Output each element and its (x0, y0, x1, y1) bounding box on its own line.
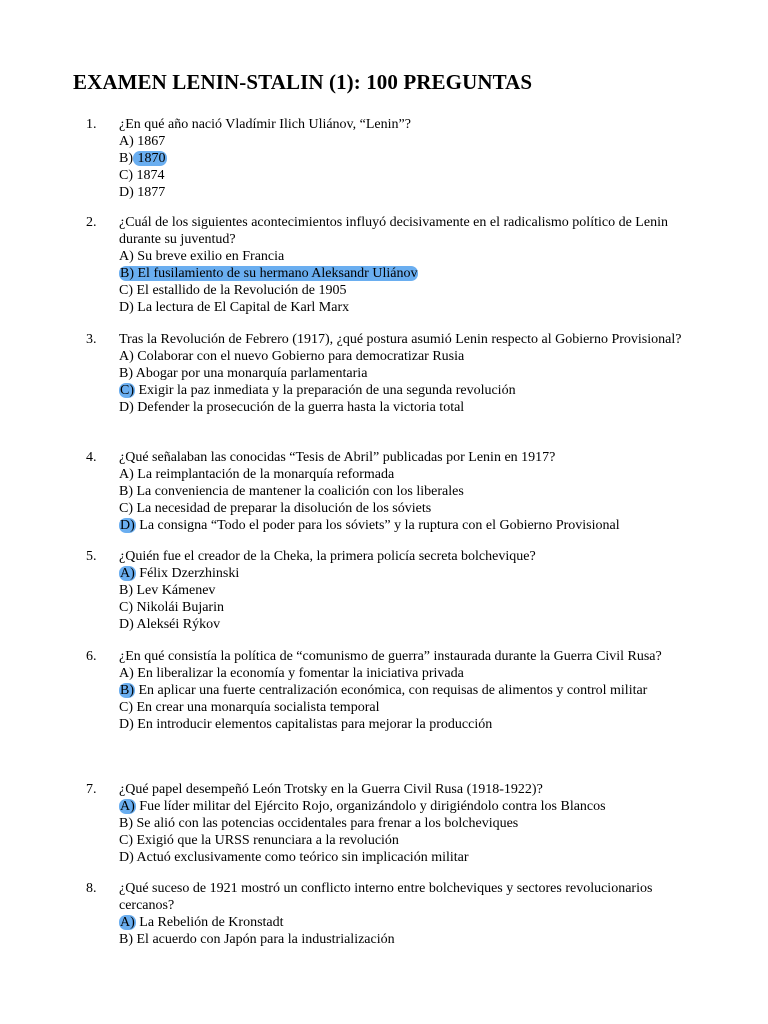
option-text: En aplicar una fuerte centralización económica, con requisas de alimentos y control militar (135, 683, 648, 698)
answer-option (119, 699, 699, 716)
option-text: Alekséi Rýkov (133, 617, 221, 632)
answer-option (119, 150, 699, 167)
answer-option (119, 832, 699, 849)
option-text: Fue líder militar del Ejército Rojo, organizándolo y dirigiéndolo contra los Blancos (135, 799, 606, 814)
option-text: Actuó exclusivamente como teórico sin implicación militar (133, 850, 469, 865)
option-text: En introducir elementos capitalistas para mejorar la producción (133, 717, 493, 732)
question-number: 8. (86, 881, 97, 896)
question-body (119, 214, 699, 316)
highlighted-answer-text: 1870 (134, 151, 166, 166)
answer-option (119, 466, 699, 483)
option-letter: D) (119, 617, 134, 632)
answer-option (119, 565, 699, 582)
answer-option (119, 599, 699, 616)
option-text: 1867 (133, 134, 166, 149)
option-letter: C) (119, 501, 133, 516)
question-text: ¿En qué año nació Vladímir Ilich Uliánov, “Lenin”? (119, 117, 411, 132)
option-letter: B) (119, 484, 133, 499)
answer-option (119, 849, 699, 866)
question-text: ¿Cuál de los siguientes acontecimientos influyó decisivamente en el radicalismo político de Lenin durante su juventud? (119, 215, 668, 247)
question-text: ¿Quién fue el creador de la Cheka, la primera policía secreta bolchevique? (119, 549, 536, 564)
question-number: 5. (86, 549, 97, 564)
option-letter: A) (119, 134, 134, 149)
question-body (119, 781, 699, 866)
question-number: 7. (86, 782, 97, 797)
question-number: 1. (86, 117, 97, 132)
question-text: Tras la Revolución de Febrero (1917), ¿qué postura asumió Lenin respecto al Gobierno Provisional? (119, 332, 682, 347)
option-letter: D) (119, 717, 134, 732)
answer-option (119, 716, 699, 733)
option-text: La conveniencia de mantener la coalición con los liberales (133, 484, 464, 499)
option-text: Colaborar con el nuevo Gobierno para democratizar Rusia (133, 349, 465, 364)
option-text: Exigir la paz inmediata y la preparación de una segunda revolución (135, 383, 516, 398)
question-body (119, 648, 699, 733)
option-text: Defender la prosecución de la guerra hasta la victoria total (133, 400, 465, 415)
option-text: La lectura de El Capital de Karl Marx (133, 300, 350, 315)
question-number: 3. (86, 332, 97, 347)
option-letter: B) (119, 366, 133, 381)
option-text: La consigna “Todo el poder para los sóviets” y la ruptura con el Gobierno Provisional (135, 518, 620, 533)
answer-option (119, 365, 699, 382)
answer-option (119, 616, 699, 633)
option-letter: C) (119, 700, 133, 715)
option-letter: D) (119, 400, 134, 415)
option-text: El acuerdo con Japón para la industrialización (133, 932, 395, 947)
question-text: ¿Qué papel desempeñó León Trotsky en la Guerra Civil Rusa (1918-1922)? (119, 782, 543, 797)
answer-option (119, 931, 699, 948)
option-letter: B) (119, 816, 133, 831)
question-body (119, 449, 699, 534)
question-body (119, 880, 699, 948)
option-text: En crear una monarquía socialista temporal (133, 700, 380, 715)
option-text: Su breve exilio en Francia (133, 249, 285, 264)
option-letter: C) (119, 833, 133, 848)
option-letter: B) (119, 151, 133, 166)
option-letter: A) (119, 349, 134, 364)
option-letter: D) (119, 185, 134, 200)
option-text: 1877 (133, 185, 166, 200)
option-text: La Rebelión de Kronstadt (135, 915, 284, 930)
option-letter: C) (119, 283, 133, 298)
option-letter: B) (120, 266, 134, 281)
answer-option (119, 382, 699, 399)
question-body (119, 331, 699, 416)
option-text: La reimplantación de la monarquía reformada (133, 467, 395, 482)
highlighted-answer-letter: B) (120, 683, 134, 698)
question-number: 2. (86, 215, 97, 230)
answer-option (119, 682, 699, 699)
question-text: ¿Qué suceso de 1921 mostró un conflicto interno entre bolcheviques y sectores revolucionarios cercanos? (119, 881, 653, 913)
answer-option (119, 265, 699, 282)
highlighted-answer-letter: C) (120, 383, 134, 398)
option-text: El fusilamiento de su hermano Aleksandr Uliánov (134, 266, 418, 281)
option-text: 1874 (133, 168, 165, 183)
question-body (119, 548, 699, 633)
highlighted-answer-letter: A) (120, 799, 135, 814)
option-text: Félix Dzerzhinski (135, 566, 240, 581)
option-letter: A) (119, 467, 134, 482)
highlighted-answer (119, 266, 418, 281)
option-text: Lev Kámenev (133, 583, 216, 598)
option-text: Nikolái Bujarin (133, 600, 224, 615)
answer-option (119, 299, 699, 316)
option-text: Se alió con las potencias occidentales para frenar a los bolcheviques (133, 816, 519, 831)
option-text: La necesidad de preparar la disolución de los sóviets (133, 501, 432, 516)
answer-option (119, 399, 699, 416)
answer-option (119, 798, 699, 815)
option-letter: C) (119, 600, 133, 615)
answer-option (119, 483, 699, 500)
answer-option (119, 133, 699, 150)
option-letter: A) (119, 666, 134, 681)
answer-option (119, 184, 699, 201)
question-text: ¿En qué consistía la política de “comunismo de guerra” instaurada durante la Guerra Civil Rusa? (119, 649, 662, 664)
answer-option (119, 500, 699, 517)
page-title: EXAMEN LENIN-STALIN (1): 100 PREGUNTAS (73, 70, 533, 94)
answer-option (119, 582, 699, 599)
question-number: 4. (86, 450, 97, 465)
option-letter: B) (119, 932, 133, 947)
option-letter: B) (119, 583, 133, 598)
option-letter: D) (119, 850, 134, 865)
question-number: 6. (86, 649, 97, 664)
option-letter: D) (119, 300, 134, 315)
option-text: En liberalizar la economía y fomentar la iniciativa privada (133, 666, 464, 681)
answer-option (119, 517, 699, 534)
question-body (119, 116, 699, 201)
answer-option (119, 167, 699, 184)
option-text: El estallido de la Revolución de 1905 (133, 283, 347, 298)
option-text: Exigió que la URSS renunciara a la revolución (133, 833, 399, 848)
answer-option (119, 665, 699, 682)
highlighted-answer-letter: A) (120, 566, 135, 581)
option-text: Abogar por una monarquía parlamentaria (133, 366, 368, 381)
option-letter: A) (119, 249, 134, 264)
question-text: ¿Qué señalaban las conocidas “Tesis de Abril” publicadas por Lenin en 1917? (119, 450, 556, 465)
highlighted-answer-letter: A) (120, 915, 135, 930)
highlighted-answer-letter: D) (120, 518, 135, 533)
answer-option (119, 348, 699, 365)
answer-option (119, 248, 699, 265)
answer-option (119, 282, 699, 299)
answer-option (119, 815, 699, 832)
answer-option (119, 914, 699, 931)
option-letter: C) (119, 168, 133, 183)
